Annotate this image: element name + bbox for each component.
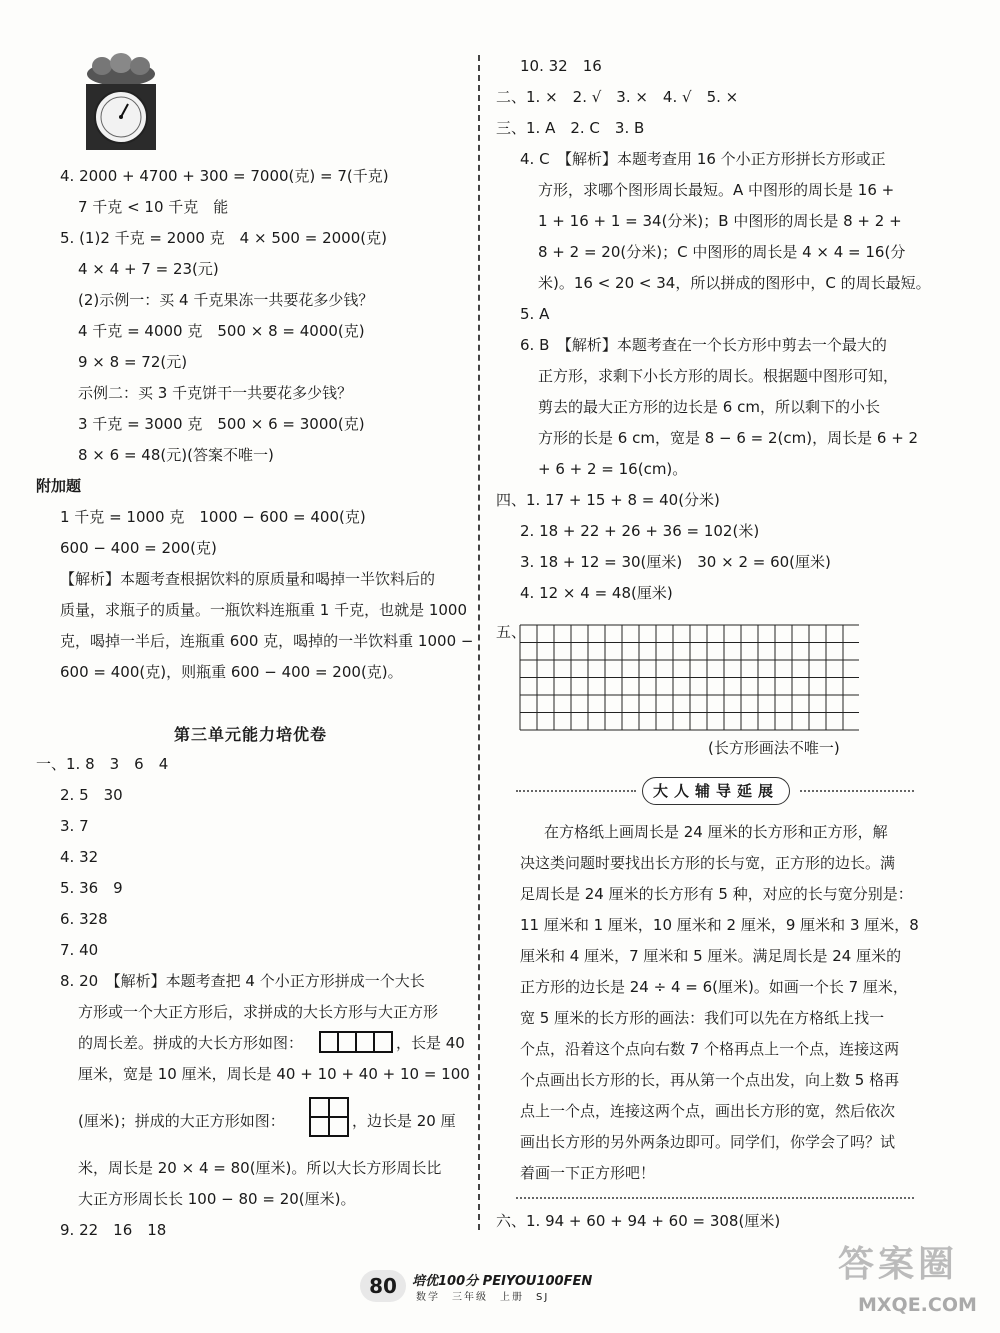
right-line: 正方形，求剩下小长方形的周长。根据题中图形可知， [538,367,899,385]
right-line: 3. 18 + 12 = 30(厘米) 30 × 2 = 60(厘米) [520,553,831,571]
right-line: 方形，求哪个图形周长最短。A 中图形的周长是 16 + [538,181,895,199]
right-line: 宽 5 厘米的长方形的画法：我们可以先在方格纸上找一 [520,1009,885,1027]
left-line: 4 × 4 + 7 = 23(元) [78,260,219,278]
brand-name: 培优100分 PEIYOU100FEN [412,1274,593,1289]
left-line: (厘米)；拼成的大正方形如图： [78,1112,285,1130]
right-line: 三、1. A 2. C 3. B [496,119,645,137]
left-line: 9. 22 16 18 [60,1221,167,1239]
banner-rule-right [800,790,914,792]
right-line: 8 + 2 = 20(分米)；C 中图形的周长是 4 × 4 = 16(分 [538,243,906,261]
right-line: 在方格纸上画周长是 24 厘米的长方形和正方形，解 [544,823,888,841]
right-line: 4. 12 × 4 = 48(厘米) [520,584,673,602]
left-line: 1 千克 = 1000 克 1000 − 600 = 400(克) [60,508,366,526]
grid-paper [519,624,859,731]
right-line: 厘米和 4 厘米，7 厘米和 5 厘米。满足周长是 24 厘米的 [520,947,902,965]
left-line: 4. 32 [60,848,99,866]
column-divider [478,55,480,1230]
watermark [820,1236,990,1326]
right-line: 六、1. 94 + 60 + 94 + 60 = 308(厘米) [496,1212,781,1230]
page-number: 80 [360,1270,406,1302]
section-end-rule [516,1197,914,1199]
right-line: (长方形画法不唯一) [708,739,840,757]
left-line: 2. 5 30 [60,786,123,804]
right-line: 10. 32 16 [520,57,602,75]
left-line: 大正方形周长长 100 − 80 = 20(厘米)。 [78,1190,356,1208]
left-line: 8 × 6 = 48(元)(答案不唯一) [78,446,274,464]
watermark-site: MXQE.COM [858,1294,977,1316]
right-line: 米)。16 < 20 < 34，所以拼成的图形中，C 的周长最短。 [538,274,931,292]
book-info: 数学 三年级 上册 SJ [416,1292,550,1303]
left-line: 7. 40 [60,941,99,959]
left-line: 8. 20 【解析】本题考查把 4 个小正方形拼成一个大长 [60,972,425,990]
left-line: 的周长差。拼成的大长方形如图： [78,1034,304,1052]
left-line: 5. 36 9 [60,879,123,897]
right-line: 4. C 【解析】本题考查用 16 个小正方形拼长方形或正 [520,150,886,168]
left-line: 附加题 [36,477,82,495]
left-line: 质量，求瓶子的质量。一瓶饮料连瓶重 1 千克，也就是 1000 [60,601,468,619]
right-line: 四、1. 17 + 15 + 8 = 40(分米) [496,491,720,509]
right-line: 2. 18 + 22 + 26 + 36 = 102(米) [520,522,760,540]
right-line: 个点，沿着这个点向右数 7 个格再点上一个点，连接这两 [520,1040,900,1058]
banner-rule-left [516,790,636,792]
left-line: 厘米，宽是 10 厘米，周长是 40 + 10 + 40 + 10 = 100 [78,1065,470,1083]
left-line: (2)示例一：买 4 千克果冻一共要花多少钱？ [78,291,374,309]
right-line: 5. A [520,305,550,323]
left-line: 5. (1)2 千克 = 2000 克 4 × 500 = 2000(克) [60,229,387,247]
left-line: 600 = 400(克)，则瓶重 600 − 400 = 200(克)。 [60,663,403,681]
right-line: 方形的长是 6 cm，宽是 8 − 6 = 2(cm)，周长是 6 + 2 [538,429,919,447]
big-square-figure [308,1096,350,1142]
right-line: 6. B 【解析】本题考查在一个长方形中剪去一个最大的 [520,336,887,354]
left-line: 克，喝掉一半后，连瓶重 600 克，喝掉的一半饮料重 1000 − [60,632,474,650]
left-line: 方形或一个大正方形后，求拼成的大长方形与大正方形 [78,1003,439,1021]
long-rectangle-figure [318,1030,394,1058]
right-line: 足周长是 24 厘米的长方形有 5 种，对应的长与宽分别是： [520,885,913,903]
right-line: 决这类问题时要找出长方形的长与宽，正方形的边长。满 [520,854,896,872]
left-line: 6. 328 [60,910,108,928]
left-line: ，长是 40 [396,1034,465,1052]
left-line: 9 × 8 = 72(元) [78,353,188,371]
left-line: 示例二：买 3 千克饼干一共要花多少钱？ [78,384,353,402]
right-line: 着画一下正方形吧！ [520,1164,656,1182]
right-line: 点上一个点，连接这两个点，画出长方形的宽，然后依次 [520,1102,896,1120]
left-line: ，边长是 20 厘 [352,1112,456,1130]
scale-illustration [80,52,162,152]
left-line: 4 千克 = 4000 克 500 × 8 = 4000(克) [78,322,365,340]
left-line: 3 千克 = 3000 克 500 × 6 = 3000(克) [78,415,365,433]
right-line: 11 厘米和 1 厘米，10 厘米和 2 厘米，9 厘米和 3 厘米，8 [520,916,919,934]
left-line: 【解析】本题考查根据饮料的原质量和喝掉一半饮料后的 [60,570,436,588]
tutoring-banner: 大人辅导延展 [642,777,790,805]
left-line: 3. 7 [60,817,89,835]
right-line: 剪去的最大正方形的边长是 6 cm，所以剩下的小长 [538,398,880,416]
left-line: 7 千克 < 10 千克 能 [78,198,229,216]
left-line: 4. 2000 + 4700 + 300 = 7000(克) = 7(千克) [60,167,389,185]
right-line: 1 + 16 + 1 = 34(分米)；B 中图形的周长是 8 + 2 + [538,212,902,230]
right-line: 个点画出长方形的长，再从第一个点出发，向上数 5 格再 [520,1071,900,1089]
left-line: 600 − 400 = 200(克) [60,539,217,557]
right-line: + 6 + 2 = 16(cm)。 [538,460,688,478]
right-line: 画出长方形的另外两条边即可。同学们，你学会了吗？试 [520,1133,896,1151]
left-line: 米，周长是 20 × 4 = 80(厘米)。所以大长方形周长比 [78,1159,442,1177]
right-line: 五、 [496,623,527,641]
page-footer [360,1270,600,1306]
left-line: 一、1. 8 3 6 4 [36,755,169,773]
section-title: 第三单元能力培优卷 [174,725,328,744]
right-line: 正方形的边长是 24 ÷ 4 = 6(厘米)。如画一个长 7 厘米， [520,978,908,996]
watermark-mark: 答案圈 [838,1244,959,1285]
right-line: 二、1. × 2. √ 3. × 4. √ 5. × [496,88,739,106]
